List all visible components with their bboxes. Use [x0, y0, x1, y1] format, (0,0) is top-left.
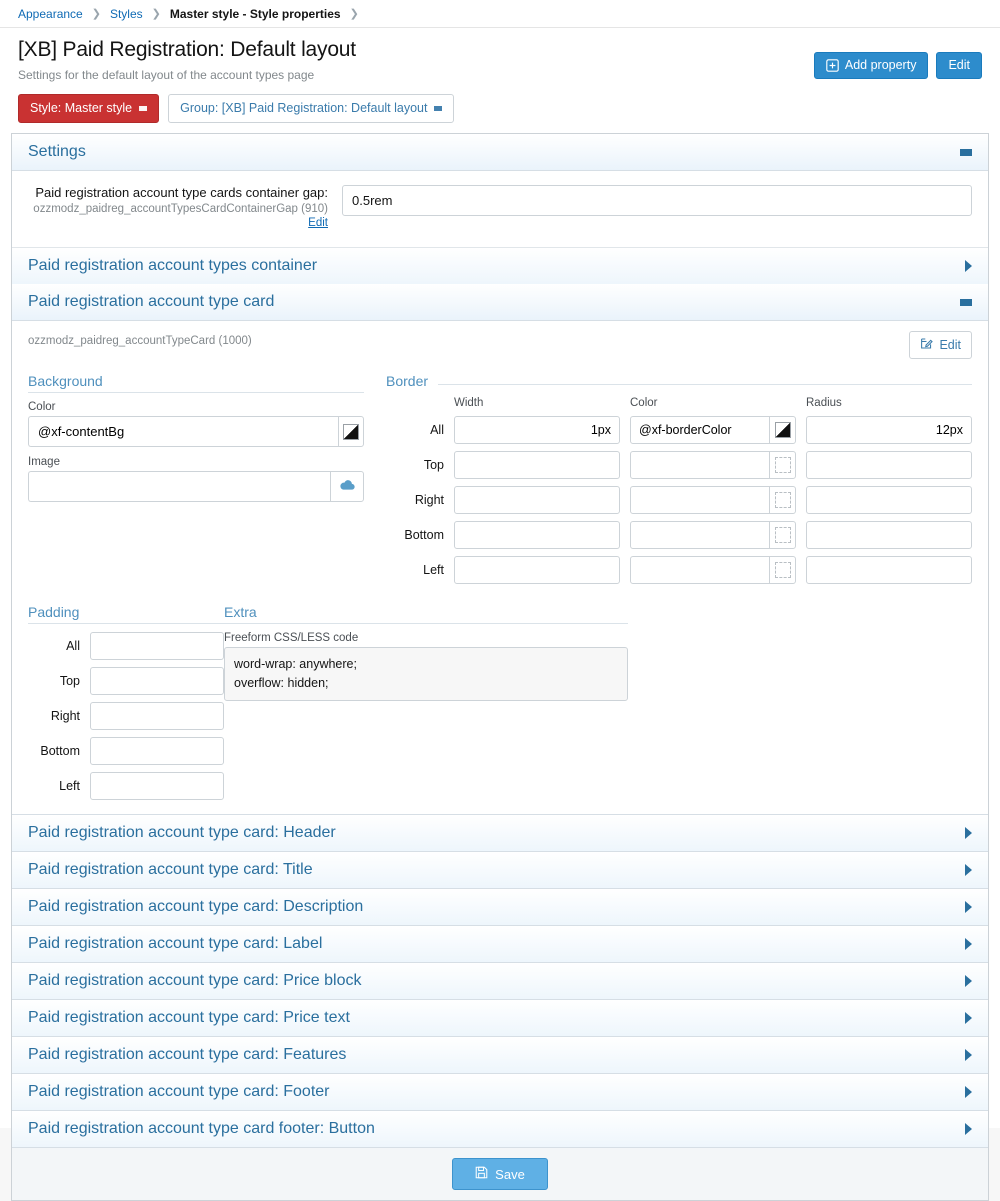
padding-grid — [28, 632, 224, 800]
section-title-card-price-text: Paid registration account type card: Price text — [28, 1009, 350, 1026]
color-swatch-empty-icon — [775, 562, 791, 578]
section-title-card-description: Paid registration account type card: Description — [28, 898, 364, 915]
chevron-right-icon[interactable] — [965, 827, 972, 839]
container-gap-input[interactable] — [342, 185, 972, 216]
section-header-card-header[interactable] — [12, 814, 988, 851]
background-image-input[interactable] — [28, 471, 330, 502]
border-right-radius-input[interactable] — [806, 486, 972, 514]
section-header-types-container[interactable] — [12, 248, 988, 284]
save-button[interactable] — [452, 1158, 548, 1190]
color-swatch-empty-icon — [775, 492, 791, 508]
chevron-down-icon — [434, 106, 442, 111]
section-title-types-container: Paid registration account types container — [28, 257, 318, 274]
edit-button[interactable] — [936, 52, 982, 79]
padding-legend: Padding — [28, 604, 224, 624]
color-picker-button[interactable] — [338, 416, 364, 447]
chevron-right-icon[interactable] — [965, 864, 972, 876]
padding-label-top: Top — [59, 674, 80, 688]
extra-legend: Extra — [224, 604, 628, 624]
padding-group — [28, 604, 224, 800]
save-disk-icon — [475, 1166, 488, 1182]
border-row-label-all: All — [430, 423, 444, 437]
selector-row — [0, 88, 1000, 133]
chevron-down-icon — [139, 106, 147, 111]
property-edit-button[interactable] — [909, 331, 972, 359]
color-picker-button[interactable] — [769, 487, 795, 513]
edit-button-label: Edit — [948, 58, 970, 72]
breadcrumb-separator-icon: ❯ — [151, 8, 161, 20]
group-selector-label: Group: [XB] Paid Registration: Default layout — [180, 101, 428, 115]
section-title-card-title: Paid registration account type card: Title — [28, 861, 313, 878]
chevron-right-icon[interactable] — [965, 1049, 972, 1061]
padding-left-input[interactable] — [90, 772, 224, 800]
section-title-card-footer-button: Paid registration account type card footer: Button — [28, 1120, 375, 1137]
color-picker-button[interactable] — [769, 522, 795, 548]
background-group — [28, 373, 364, 584]
property-code: ozzmodz_paidreg_accountTypeCard (1000) — [28, 335, 252, 347]
border-row-label-top: Top — [423, 458, 444, 472]
chevron-right-icon[interactable] — [965, 938, 972, 950]
padding-label-right: Right — [50, 709, 80, 723]
border-row-label-right: Right — [414, 493, 444, 507]
background-color-label: Color — [28, 401, 56, 413]
property-edit-label: Edit — [939, 338, 961, 352]
border-all-radius-input[interactable] — [806, 416, 972, 444]
setting-edit-link[interactable]: Edit — [308, 217, 328, 229]
border-row-label-left: Left — [423, 563, 444, 577]
freeform-css-label: Freeform CSS/LESS code — [224, 632, 359, 644]
padding-top-input[interactable] — [90, 667, 224, 695]
page-header — [0, 28, 1000, 88]
chevron-right-icon[interactable] — [965, 1123, 972, 1135]
chevron-down-icon[interactable] — [960, 149, 972, 156]
border-group — [364, 373, 972, 584]
border-col-color: Color — [630, 397, 658, 409]
properties-panel — [11, 133, 989, 1201]
color-picker-button[interactable] — [769, 557, 795, 583]
type-card-property-editor — [12, 321, 988, 814]
section-title-card-header: Paid registration account type card: Header — [28, 824, 336, 841]
background-color-combo — [28, 416, 364, 447]
section-header-card-price-block[interactable] — [12, 962, 988, 999]
breadcrumb-item-styles[interactable]: Styles — [109, 6, 143, 21]
setting-code: ozzmodz_paidreg_accountTypesCardContainerGap (910) — [33, 203, 328, 215]
section-header-card-description[interactable] — [12, 888, 988, 925]
border-all-width-input[interactable] — [454, 416, 620, 444]
chevron-right-icon[interactable] — [965, 1012, 972, 1024]
background-image-combo — [28, 471, 364, 502]
color-swatch-icon — [775, 422, 791, 438]
setting-label: Paid registration account type cards container gap: — [35, 185, 328, 200]
property-editor-top — [28, 331, 972, 359]
border-bottom-radius-input[interactable] — [806, 521, 972, 549]
chevron-down-icon[interactable] — [960, 299, 972, 306]
freeform-css-textarea[interactable] — [224, 647, 628, 701]
add-property-button[interactable] — [814, 52, 929, 79]
plus-square-icon — [826, 59, 839, 72]
breadcrumb — [0, 0, 1000, 28]
setting-row-container-gap — [12, 171, 988, 248]
border-left-radius-input[interactable] — [806, 556, 972, 584]
section-title-card-price-block: Paid registration account type card: Price block — [28, 972, 362, 989]
chevron-right-icon[interactable] — [965, 901, 972, 913]
padding-bottom-input[interactable] — [90, 737, 224, 765]
padding-all-input[interactable] — [90, 632, 224, 660]
section-header-settings[interactable] — [12, 134, 988, 171]
breadcrumb-separator-icon: ❯ — [91, 8, 101, 20]
section-title-card-features: Paid registration account type card: Features — [28, 1046, 347, 1063]
background-legend: Background — [28, 373, 364, 393]
form-footer — [12, 1147, 988, 1200]
chevron-right-icon[interactable] — [965, 975, 972, 987]
cloud-upload-icon — [339, 478, 356, 495]
padding-label-left: Left — [59, 779, 80, 793]
color-swatch-icon — [343, 424, 359, 440]
border-left-width-input[interactable] — [454, 556, 620, 584]
section-header-card-footer-button[interactable] — [12, 1110, 988, 1147]
section-title-type-card: Paid registration account type card — [28, 293, 275, 310]
group-selector[interactable] — [168, 94, 454, 123]
padding-label-bottom: Bottom — [40, 744, 80, 758]
padding-label-all: All — [66, 639, 80, 653]
border-legend: Border — [386, 373, 429, 389]
chevron-right-icon[interactable] — [965, 260, 972, 272]
color-picker-button[interactable] — [769, 417, 795, 443]
border-grid — [386, 397, 972, 584]
padding-right-input[interactable] — [90, 702, 224, 730]
section-header-card-label[interactable] — [12, 925, 988, 962]
border-col-radius: Radius — [806, 397, 842, 409]
extra-group — [224, 604, 628, 800]
style-selector[interactable] — [18, 94, 159, 123]
breadcrumb-separator-icon: ❯ — [349, 8, 359, 20]
padding-extra-columns — [28, 604, 972, 800]
section-header-card-footer[interactable] — [12, 1073, 988, 1110]
section-title-card-footer: Paid registration account type card: Footer — [28, 1083, 330, 1100]
color-swatch-empty-icon — [775, 527, 791, 543]
save-label: Save — [495, 1166, 525, 1182]
section-header-card-title[interactable] — [12, 851, 988, 888]
border-top-radius-input[interactable] — [806, 451, 972, 479]
section-title-card-label: Paid registration account type card: Label — [28, 935, 323, 952]
color-swatch-empty-icon — [775, 457, 791, 473]
chevron-right-icon[interactable] — [965, 1086, 972, 1098]
page-actions — [814, 52, 982, 79]
background-image-label: Image — [28, 456, 60, 468]
background-color-input[interactable] — [28, 416, 338, 447]
pencil-square-icon — [920, 337, 933, 353]
border-top-width-input[interactable] — [454, 451, 620, 479]
border-col-width: Width — [454, 397, 484, 409]
border-right-width-input[interactable] — [454, 486, 620, 514]
upload-button[interactable] — [330, 471, 364, 502]
section-header-type-card[interactable] — [12, 284, 988, 321]
section-title-settings: Settings — [28, 143, 86, 160]
border-row-label-bottom: Bottom — [404, 528, 444, 542]
setting-field-wrap — [342, 185, 988, 229]
breadcrumb-item-current: Master style - Style properties — [169, 6, 341, 21]
section-header-card-price-text[interactable] — [12, 999, 988, 1036]
style-selector-label: Style: Master style — [30, 101, 133, 115]
setting-label-block — [12, 185, 342, 229]
section-header-card-features[interactable] — [12, 1036, 988, 1073]
page-title: [XB] Paid Registration: Default layout — [18, 38, 356, 61]
background-border-columns — [28, 373, 972, 584]
border-bottom-width-input[interactable] — [454, 521, 620, 549]
page-subtitle: Settings for the default layout of the account types page — [18, 68, 315, 82]
breadcrumb-item-appearance[interactable]: Appearance — [18, 6, 83, 21]
add-property-label: Add property — [844, 58, 917, 72]
color-picker-button[interactable] — [769, 452, 795, 478]
